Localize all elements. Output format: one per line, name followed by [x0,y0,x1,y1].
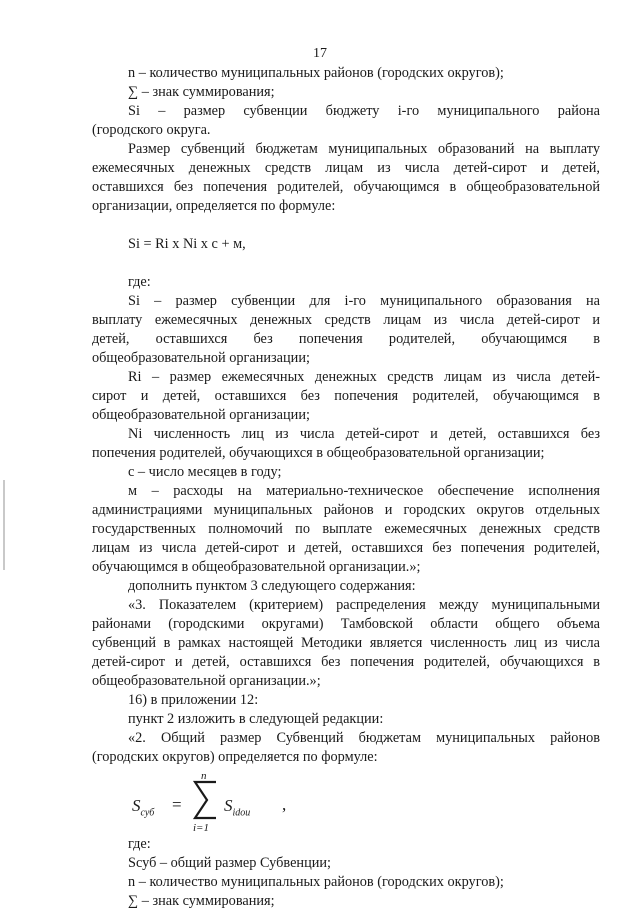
formula-lhs: $S_{суб}$ [132,796,155,819]
text-line: попечения родителей, обучающихся в общеобразовательной организации; [92,445,545,461]
text-line: с – число месяцев в году; [128,464,282,480]
page-content [92,64,600,911]
formula-equals: = [172,795,182,814]
text-line: детей, оставшихся без попечения родителей, обучающимся в [92,331,600,347]
text-line: Si – размер субвенции бюджету i-го муниципального района [128,103,600,119]
summation-formula [132,770,600,835]
scan-edge-mark [3,480,5,570]
text-line: обучающимся в общеобразовательной организации.»; [92,559,421,575]
text-line: (городских округов) определяется по формуле: [92,749,378,765]
text-line: общеобразовательной организации; [92,407,310,423]
text-line: ежемесячных денежных средств лицам из числа детей-сирот и детей, [92,160,600,176]
formula-term: $S_{idou}$ [224,796,251,819]
text-line: выплату ежемесячных денежных средств лицам из числа детей-сирот и [92,312,600,328]
text-line: м – расходы на материально-техническое обеспечение исполнения [128,483,600,499]
text-line: администрациями муниципальных районов и городских округов отдельных [92,502,600,518]
text-line: субвенций в рамках настоящей Методики является численность лиц из числа [92,635,600,651]
formula-upper-limit: n [201,770,207,782]
text-line: Ni численность лиц из числа детей-сирот и детей, оставшихся без [128,426,600,442]
spacer [92,216,600,235]
text-line: Si = Ri x Ni x c + м, [128,236,246,252]
text-line: общеобразовательной организации.»; [92,673,321,689]
text-line: «2. Общий размер Субвенций бюджетам муниципальных районов [128,730,600,746]
text-line: районами (городскими округами) Тамбовской области общего объема [92,616,600,632]
text-line: (городского округа. [92,122,211,138]
text-line: организации, определяется по формуле: [92,198,336,214]
text-line: где: [128,274,151,290]
text-line: сирот и детей, оставшихся без попечения родителей, обучающимся в [92,388,600,404]
spacer [92,254,600,273]
formula-lower-limit: i=1 [193,822,209,834]
text-line: общеобразовательной организации; [92,350,310,366]
text-line: оставшихся без попечения родителей, обучающимся в общеобразовательной [92,179,600,195]
text-line: детей-сирот и детей, оставшихся без попечения родителей, обучающихся в [92,654,600,670]
text-line: государственных полномочий по выплате ежемесячных денежных средств [92,521,600,537]
text-line: n – количество муниципальных районов (городских округов); [128,874,504,890]
text-line: ∑ – знак суммирования; [128,893,275,909]
text-line: Sсуб – общий размер Субвенции; [128,855,332,871]
text-line: n – количество муниципальных районов (городских округов); [128,65,504,81]
text-line: Размер субвенций бюджетам муниципальных образований на выплату [128,141,600,157]
text-line: Si – размер субвенции для i-го муниципального образования на [128,293,600,309]
text-line: Ri – размер ежемесячных денежных средств лицам из числа детей- [128,369,600,385]
text-line: пункт 2 изложить в следующей редакции: [128,711,384,727]
body-text [92,64,600,767]
text-line: лицам из числа детей-сирот и детей, оставшихся без попечения родителей, [92,540,600,556]
text-line: дополнить пунктом 3 следующего содержания: [128,578,416,594]
text-line: «3. Показателем (критерием) распределения между муниципальными [128,597,600,613]
formula-comma: , [282,795,287,814]
text-line: где: [128,836,151,852]
page-number: 17 [313,46,327,61]
definitions-text [92,835,600,911]
text-line: 16) в приложении 12: [128,692,259,708]
text-line: ∑ – знак суммирования; [128,84,275,100]
